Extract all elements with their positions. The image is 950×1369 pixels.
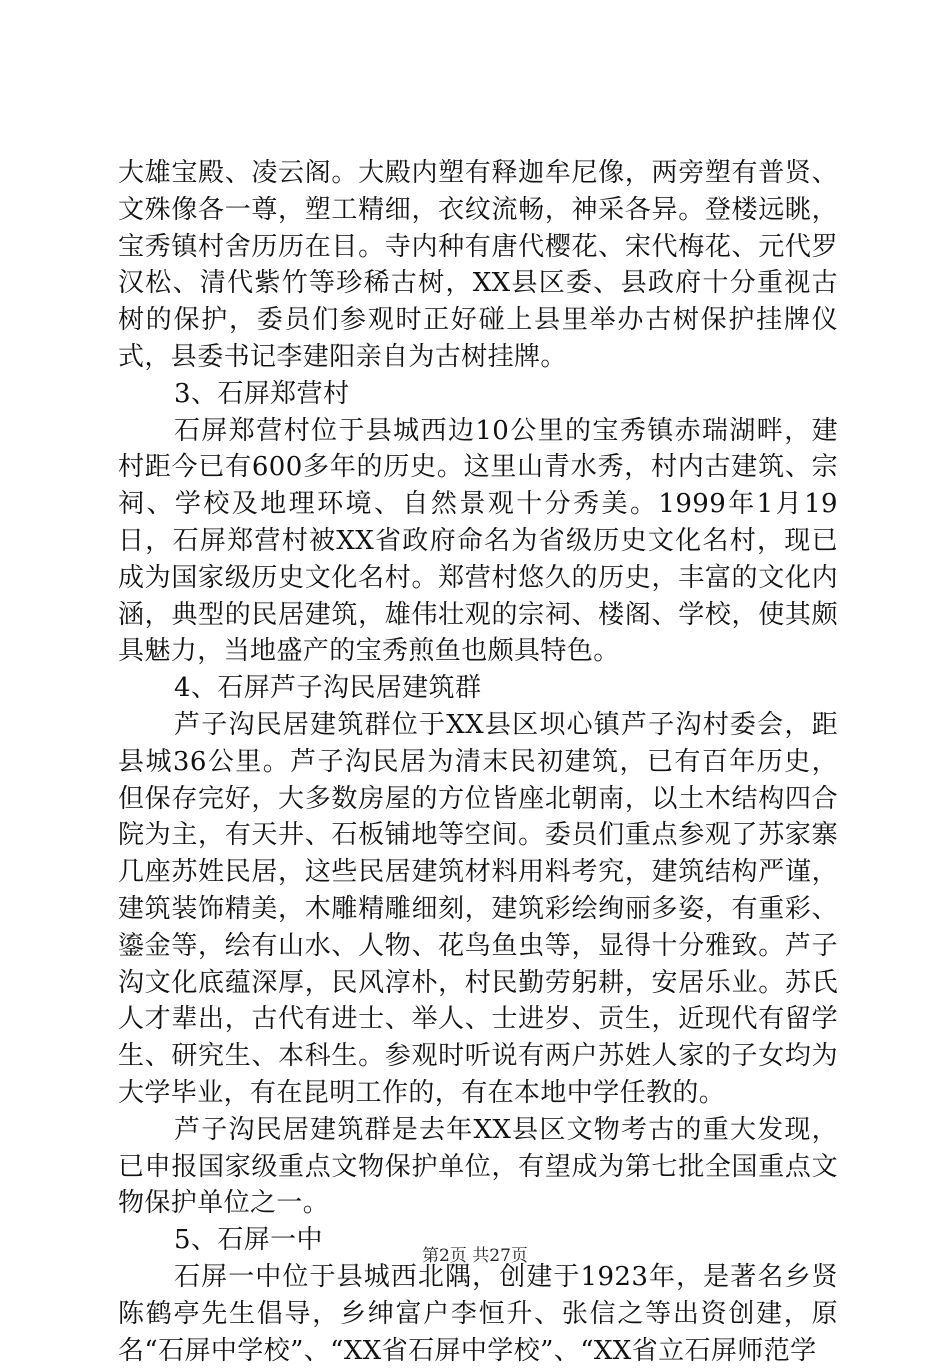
- document-body: [118, 155, 838, 1369]
- page-footer: 第2页 共27页: [422, 1246, 528, 1266]
- paragraph-5: 石屏一中位于县城西北隅，创建于1923年，是著名乡贤陈鹤亭先生倡导，乡绅富户李恒升、张信之等出资创建，原名“石屏中学校”、“XX省石屏中学校”、“XX省立石屏师范学: [118, 1261, 838, 1366]
- section-heading-5: 5、石屏一中: [174, 1225, 323, 1256]
- section-heading-4: 4、石屏芦子沟民居建筑群: [174, 673, 482, 704]
- section-heading-3: 3、石屏郑营村: [174, 378, 350, 409]
- paragraph-1: 大雄宝殿、凌云阁。大殿内塑有释迦牟尼像，两旁塑有普贤、文殊像各一尊，塑工精细，衣纹流畅，神采各异。登楼远眺，宝秀镇村舍历历在目。寺内种有唐代樱花、宋代梅花、元代罗汉松、清代紫竹等珍稀古树，XX县区委、县政府十分重视古树的保护，委员们参观时正好碰上县里举办古树保护挂牌仪式，县委书记李建阳亲自为古树挂牌。: [118, 158, 838, 372]
- paragraph-2: 石屏郑营村位于县城西边10公里的宝秀镇赤瑞湖畔，建村距今已有600多年的历史。这里山青水秀，村内古建筑、宗祠、学校及地理环境、自然景观十分秀美。1999年1月19日，石屏郑营村被XX省政府命名为省级历史文化名村，现已成为国家级历史文化名村。郑营村悠久的历史，丰富的文化内涵，典型的民居建筑，雄伟壮观的宗祠、楼阁、学校，使其颇具魅力，当地盛产的宝秀煎鱼也颇具特色。: [118, 415, 838, 667]
- paragraph-4: 芦子沟民居建筑群是去年XX县区文物考古的重大发现，已申报国家级重点文物保护单位，有望成为第七批全国重点文物保护单位之一。: [118, 1114, 838, 1219]
- paragraph-3: 芦子沟民居建筑群位于XX县区坝心镇芦子沟村委会，距县城36公里。芦子沟民居为清末民初建筑，已有百年历史，但保存完好，大多数房屋的方位皆座北朝南，以土木结构四合院为主，有天井、石板铺地等空间。委员们重点参观了苏家寨几座苏姓民居，这些民居建筑材料用料考究，建筑结构严谨，建筑装饰精美，木雕精雕细刻，建筑彩绘绚丽多姿，有重彩、鎏金等，绘有山水、人物、花鸟鱼虫等，显得十分雅致。芦子沟文化底蕴深厚，民风淳朴，村民勤劳躬耕，安居乐业。苏氏人才辈出，古代有进士、举人、士进岁、贡生，近现代有留学生、研究生、本科生。参观时听说有两户苏姓人家的子女均为大学毕业，有在昆明工作的，有在本地中学任教的。: [118, 709, 838, 1108]
